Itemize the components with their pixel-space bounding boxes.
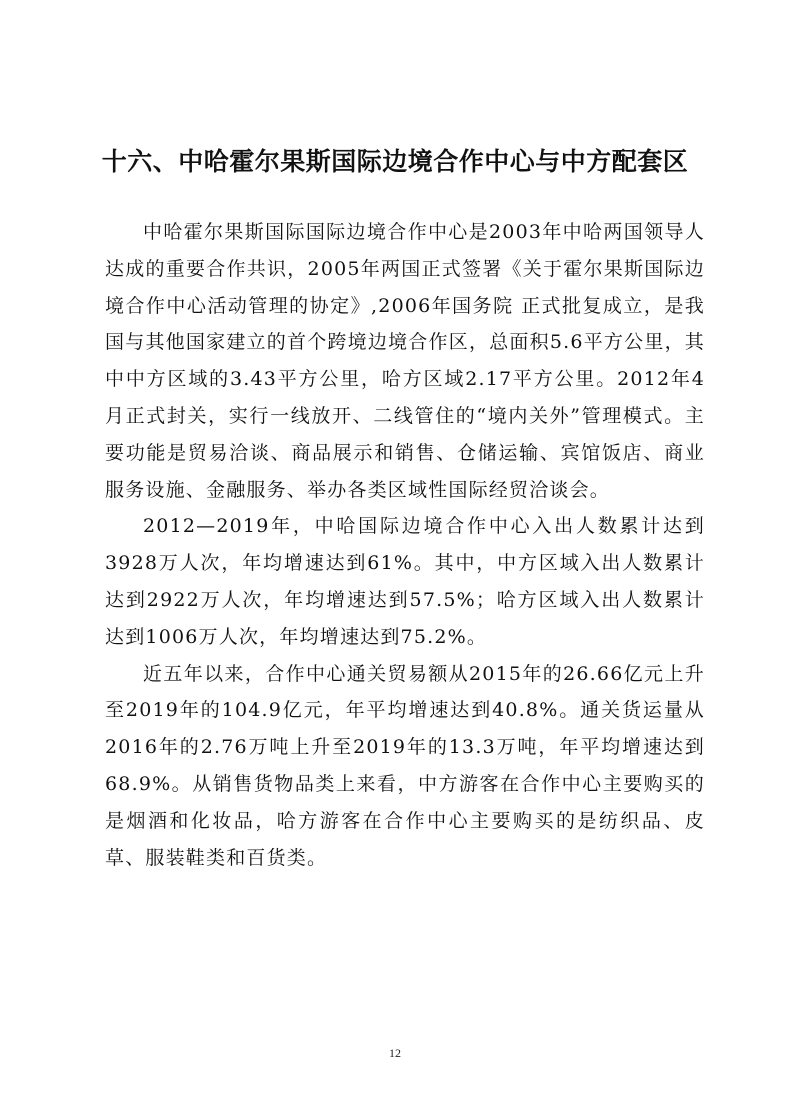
body-text bbox=[105, 214, 705, 876]
paragraph-passenger-flow: 2012—2019年，中哈国际边境合作中心入出人数累计达到3928万人次，年均增速达到61%。其中，中方区域入出人数累计达到2922万人次，年均增速达到57.5%；哈方区域入出人数累计达到1006万人次，年均增速达到75.2%。 bbox=[105, 515, 705, 648]
paragraph-overview: 中哈霍尔果斯国际国际边境合作中心是2003年中哈两国领导人达成的重要合作共识，2005年两国正式签署《关于霍尔果斯国际边境合作中心活动管理的协定》,2006年国务院 正式批复成立，是我国与其他国家建立的首个跨境边境合作区，总面积5.6平方公里，其中中方区域的3.43平方公里，哈方区域2.17平方公里。2012年4月正式封关，实行一线放开、二线管住的“境内关外”管理模式。主要功能是贸易洽谈、商品展示和销售、仓储运输、宾馆饭店、商业服务设施、金融服务、举办各类区域性国际经贸洽谈会。 bbox=[105, 221, 705, 501]
section-title: 十六、中哈霍尔果斯国际边境合作中心与中方配套区 bbox=[101, 147, 689, 176]
page-number: 12 bbox=[389, 1046, 401, 1060]
paragraph-trade-volume: 近五年以来，合作中心通关贸易额从2015年的26.66亿元上升至2019年的104.9亿元，年平均增速达到40.8%。通关货运量从2016年的2.76万吨上升至2019年的13.3万吨，年平均增速达到68.9%。从销售货物品类上来看，中方游客在合作中心主要购买的是烟酒和化妆品，哈方游客在合作中心主要购买的是纺织品、皮草、服装鞋类和百货类。 bbox=[105, 662, 705, 869]
